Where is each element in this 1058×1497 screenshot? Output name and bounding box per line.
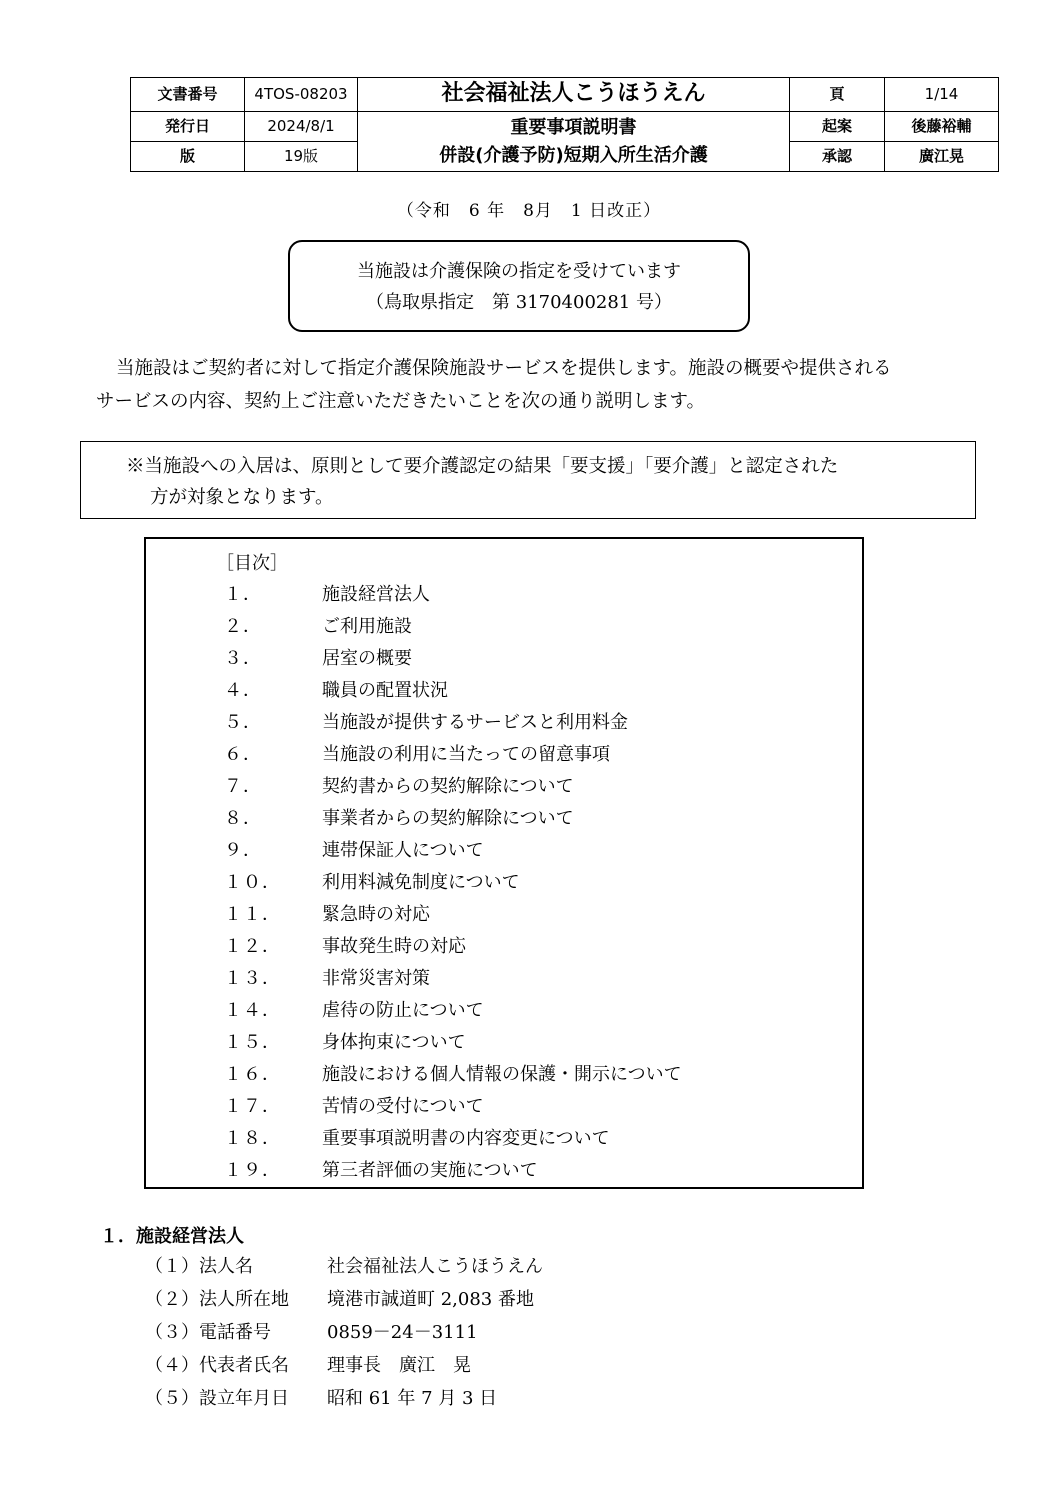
toc-item-label: 事業者からの契約解除について bbox=[322, 808, 574, 829]
doc-number-label: 文書番号 bbox=[131, 78, 245, 112]
toc-item-number: １４． bbox=[224, 1000, 281, 1021]
section-1-heading: １．施設経営法人 bbox=[100, 1226, 244, 1247]
document-title bbox=[358, 112, 790, 172]
toc-item-number: １５． bbox=[224, 1032, 281, 1053]
toc-item-number: ７． bbox=[224, 776, 262, 797]
toc-item-number: １３． bbox=[224, 968, 281, 989]
toc-item-label: 施設における個人情報の保護・開示について bbox=[322, 1064, 682, 1085]
detail-row bbox=[145, 1316, 543, 1349]
toc-item bbox=[224, 675, 682, 707]
toc-item-label: 当施設の利用に当たっての留意事項 bbox=[322, 744, 610, 765]
toc-item bbox=[224, 707, 682, 739]
toc-item-label: 虐待の防止について bbox=[322, 1000, 484, 1021]
approved-by: 廣江晃 bbox=[885, 142, 999, 172]
toc-item bbox=[224, 835, 682, 867]
toc-item bbox=[224, 803, 682, 835]
toc-item-label: 非常災害対策 bbox=[322, 968, 430, 989]
toc-item-number: ５． bbox=[224, 712, 262, 733]
table-of-contents bbox=[144, 537, 864, 1189]
toc-item-label: 施設経営法人 bbox=[322, 584, 430, 605]
toc-item bbox=[224, 643, 682, 675]
detail-row bbox=[145, 1349, 543, 1382]
detail-row bbox=[145, 1283, 543, 1316]
toc-item-number: １８． bbox=[224, 1128, 281, 1149]
page-label: 頁 bbox=[790, 78, 885, 112]
toc-item-label: 重要事項説明書の内容変更について bbox=[322, 1128, 610, 1149]
toc-item bbox=[224, 1091, 682, 1123]
doc-number: 4TOS-08203 bbox=[245, 78, 358, 112]
toc-item-number: ６． bbox=[224, 744, 262, 765]
toc-item-number: ９． bbox=[224, 840, 262, 861]
designation-box bbox=[288, 240, 750, 332]
toc-item-label: 利用料減免制度について bbox=[322, 872, 520, 893]
detail-label: （１）法人名 bbox=[145, 1256, 253, 1277]
detail-row bbox=[145, 1382, 543, 1415]
toc-item-number: １２． bbox=[224, 936, 281, 957]
approve-label: 承認 bbox=[790, 142, 885, 172]
eligibility-notice bbox=[80, 441, 976, 519]
issue-date: 2024/8/1 bbox=[245, 112, 358, 142]
toc-item bbox=[224, 1059, 682, 1091]
document-title-line2: 併設(介護予防)短期入所生活介護 bbox=[439, 144, 708, 166]
toc-item-number: ８． bbox=[224, 808, 262, 829]
toc-list bbox=[224, 579, 682, 1187]
toc-item-label: 居室の概要 bbox=[322, 648, 412, 669]
designation-line2: （鳥取県指定 第 3170400281 号） bbox=[366, 292, 672, 313]
toc-item-number: １０． bbox=[224, 872, 281, 893]
toc-item-number: ３． bbox=[224, 648, 262, 669]
toc-item-number: ２． bbox=[224, 616, 262, 637]
document-title-line1: 重要事項説明書 bbox=[510, 116, 637, 138]
draft-label: 起案 bbox=[790, 112, 885, 142]
detail-label: （２）法人所在地 bbox=[145, 1289, 289, 1310]
detail-value: 理事長 廣江 晃 bbox=[327, 1355, 471, 1376]
toc-item-label: 苦情の受付について bbox=[322, 1096, 484, 1117]
toc-item bbox=[224, 771, 682, 803]
toc-item bbox=[224, 995, 682, 1027]
toc-item-label: 身体拘束について bbox=[322, 1032, 466, 1053]
organization-name: 社会福祉法人こうほうえん bbox=[358, 78, 790, 112]
detail-value: 0859－24－3111 bbox=[327, 1322, 478, 1343]
toc-item-label: 当施設が提供するサービスと利用料金 bbox=[322, 712, 628, 733]
toc-item-label: 職員の配置状況 bbox=[322, 680, 448, 701]
intro-paragraph bbox=[96, 352, 1016, 418]
toc-item-number: ４． bbox=[224, 680, 262, 701]
detail-label: （３）電話番号 bbox=[145, 1322, 271, 1343]
toc-item bbox=[224, 963, 682, 995]
toc-item-label: 第三者評価の実施について bbox=[322, 1160, 538, 1181]
draft-by: 後藤裕輔 bbox=[885, 112, 999, 142]
toc-item bbox=[224, 931, 682, 963]
toc-item-number: １６． bbox=[224, 1064, 281, 1085]
document-header-table bbox=[130, 77, 999, 172]
toc-item-label: ご利用施設 bbox=[322, 616, 412, 637]
detail-value: 社会福祉法人こうほうえん bbox=[327, 1256, 543, 1277]
detail-label: （５）設立年月日 bbox=[145, 1388, 289, 1409]
toc-item-number: １１． bbox=[224, 904, 281, 925]
revision-date: （令和 6 年 8月 1 日改正） bbox=[396, 201, 662, 221]
toc-item bbox=[224, 739, 682, 771]
toc-item-number: １９． bbox=[224, 1160, 281, 1181]
toc-item bbox=[224, 867, 682, 899]
notice-line2: 方が対象となります。 bbox=[150, 487, 334, 508]
edition: 19版 bbox=[245, 142, 358, 172]
toc-title: ［目次］ bbox=[216, 553, 288, 574]
toc-item-label: 契約書からの契約解除について bbox=[322, 776, 574, 797]
toc-item bbox=[224, 1155, 682, 1187]
toc-item-label: 連帯保証人について bbox=[322, 840, 484, 861]
detail-row bbox=[145, 1250, 543, 1283]
toc-item bbox=[224, 899, 682, 931]
page-number: 1/14 bbox=[885, 78, 999, 112]
section-1-details bbox=[145, 1250, 543, 1415]
detail-value: 昭和 61 年 7 月 3 日 bbox=[327, 1388, 498, 1409]
toc-item bbox=[224, 1123, 682, 1155]
designation-line1: 当施設は介護保険の指定を受けています bbox=[357, 261, 681, 282]
intro-line2: サービスの内容、契約上ご注意いただきたいことを次の通り説明します。 bbox=[96, 391, 706, 412]
toc-item-number: １７． bbox=[224, 1096, 281, 1117]
toc-item bbox=[224, 1027, 682, 1059]
issue-date-label: 発行日 bbox=[131, 112, 245, 142]
edition-label: 版 bbox=[131, 142, 245, 172]
toc-item-label: 事故発生時の対応 bbox=[322, 936, 466, 957]
toc-item bbox=[224, 611, 682, 643]
toc-item bbox=[224, 579, 682, 611]
detail-value: 境港市誠道町 2,083 番地 bbox=[327, 1289, 534, 1310]
notice-line1: ※当施設への入居は、原則として要介護認定の結果「要支援」「要介護」と認定された bbox=[126, 456, 839, 477]
detail-label: （４）代表者氏名 bbox=[145, 1355, 289, 1376]
toc-item-label: 緊急時の対応 bbox=[322, 904, 430, 925]
intro-line1: 当施設はご契約者に対して指定介護保険施設サービスを提供します。施設の概要や提供される bbox=[116, 358, 892, 379]
toc-item-number: １． bbox=[224, 584, 262, 605]
